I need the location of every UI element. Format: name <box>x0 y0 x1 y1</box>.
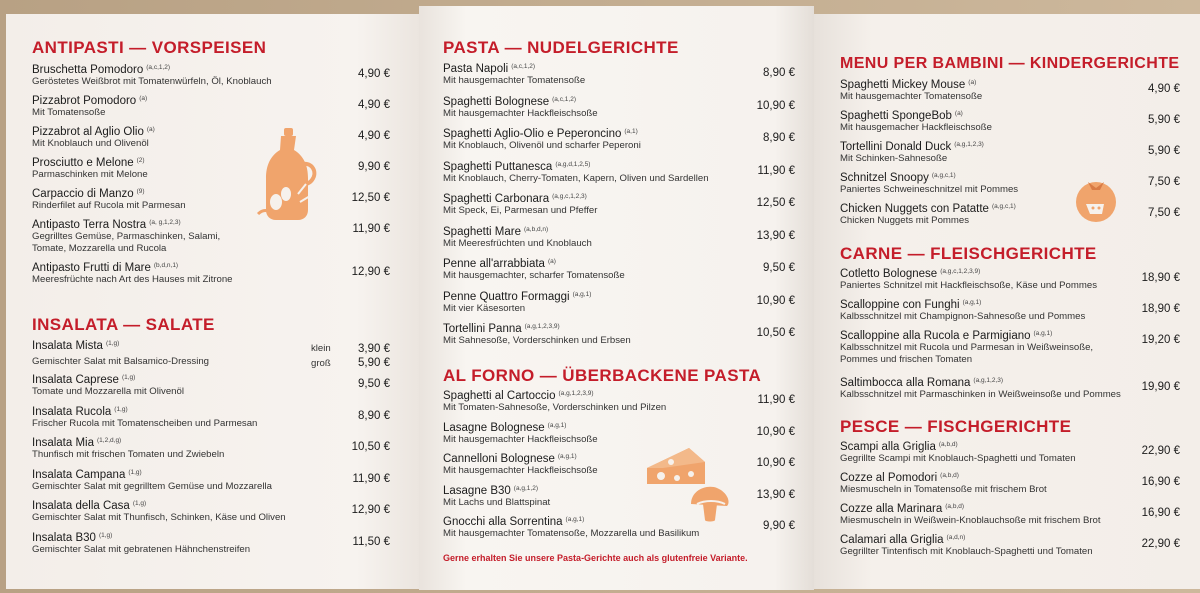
item-description: Mit Knoblauch, Cherry-Tomaten, Kapern, Oliven und Sardellen <box>443 172 709 184</box>
allergen-codes: (a,b,d) <box>945 503 965 510</box>
allergen-codes: (a) <box>146 126 155 133</box>
menu-item <box>32 95 390 119</box>
menu-item <box>443 128 795 152</box>
item-price: 19,20 € <box>1141 334 1180 346</box>
item-price: 13,90 € <box>756 229 795 242</box>
section-title: PESCE — FISCHGERICHTE <box>840 417 1072 436</box>
item-name: Penne all'arrabbiata $^{(a)}$ <box>443 258 556 270</box>
item-description: Gemischter Salat mit gebratenen Hähnchenstreifen <box>32 543 251 555</box>
bambini-section <box>840 55 1190 73</box>
allergen-codes: (1,g) <box>121 374 136 381</box>
item-name: Spaghetti SpongeBob $^{(a)}$ <box>840 110 963 122</box>
menu-item <box>443 485 795 509</box>
item-description: Mit Speck, Ei, Parmesan und Pfeffer <box>443 205 598 216</box>
menu-item <box>32 406 390 430</box>
item-price: 3,90 € <box>358 343 390 355</box>
menu-item <box>840 110 1180 134</box>
allergen-codes: (a,c,1,2) <box>511 63 536 70</box>
allergen-codes: (a) <box>968 79 977 86</box>
glutenfree-note: Gerne erhalten Sie unsere Pasta-Gerichte auch als glutenfreie Variante. <box>443 553 748 563</box>
allergen-codes: (a,g,1) <box>1033 330 1053 337</box>
allergen-codes: (1,g) <box>114 405 128 413</box>
menu-item <box>32 126 390 150</box>
allergen-codes: (a) <box>547 258 556 265</box>
item-description: Meeresfrüchte nach Art des Hauses mit Zitrone <box>32 274 233 285</box>
alforno-section <box>443 366 803 386</box>
item-description: Gemischter Salat mit Thunfisch, Schinken, Käse und Oliven <box>32 512 286 523</box>
allergen-codes: (a,g,d,1,2,5) <box>555 160 591 168</box>
item-description: Gegrillte Scampi mit Knoblauch-Spaghetti und Tomaten <box>840 453 1076 464</box>
insalata-mista <box>32 340 390 378</box>
item-name: Lasagne Bolognese $^{(a,g,1)}$ <box>443 421 567 434</box>
item-name: Gnocchi alla Sorrentina $^{(a,g,1)}$ <box>443 516 585 528</box>
item-description: Miesmuscheln in Weißwein-Knoblauchsoße mit frischem Brot <box>840 515 1101 526</box>
pasta-list <box>443 63 795 363</box>
item-name: Insalata Caprese $^{(1,g)}$ <box>32 374 136 386</box>
menu-item <box>840 141 1180 165</box>
menu-item <box>32 374 390 398</box>
allergen-codes: (a,g,1,2,3) <box>973 377 1004 384</box>
item-name: Penne Quattro Formaggi $^{(a,g,1)}$ <box>443 290 592 303</box>
size-label: klein <box>311 343 331 354</box>
allergen-codes: (1,g) <box>128 468 142 476</box>
item-name: Spaghetti Mickey Mouse $^{(a)}$ <box>840 79 977 91</box>
item-description: Gegrilltes Gemüse, Parmaschinken, Salami, <box>32 231 221 242</box>
item-name: Carpaccio di Manzo $^{(9)}$ <box>32 188 145 200</box>
olive-oil-bottle-icon <box>254 124 334 224</box>
item-price: 22,90 € <box>1141 538 1180 550</box>
antipasti-section <box>32 38 392 58</box>
allergen-codes: (a,c,1,2) <box>146 64 171 71</box>
menu-item <box>840 268 1180 292</box>
menu-item <box>32 262 390 286</box>
item-price: 10,90 € <box>756 99 795 112</box>
allergen-codes: (a,g,1) <box>565 516 585 523</box>
item-description: Mit Meeresfrüchten und Knoblauch <box>443 237 592 249</box>
item-name: Insalata Mista $^{(1,g)}$ <box>32 340 120 352</box>
menu-item <box>443 226 795 250</box>
allergen-codes: (a,1) <box>624 128 638 135</box>
menu-item <box>840 377 1180 401</box>
item-price: 4,90 € <box>358 99 390 111</box>
allergen-codes: (a,g,1) <box>572 290 592 298</box>
item-description: Mit vier Käsesorten <box>443 302 526 314</box>
item-name: Scampi alla Griglia $^{(a,b,d)}$ <box>840 441 958 453</box>
item-description: Mit Schinken-Sahnesoße <box>840 153 948 164</box>
allergen-codes: (1,g) <box>132 500 147 507</box>
item-description: Tomate und Mozzarella mit Olivenöl <box>32 386 184 397</box>
item-price: 4,90 € <box>1148 83 1180 95</box>
item-name: Insalata della Casa $^{(1,g)}$ <box>32 500 147 512</box>
menu-item <box>443 516 795 540</box>
item-price: 10,90 € <box>756 294 795 307</box>
item-name: Cannelloni Bolognese $^{(a,g,1)}$ <box>443 453 577 465</box>
carne-section <box>840 244 1190 264</box>
item-description: Mit hausgemachter Tomatensoße <box>443 75 586 86</box>
item-description: Gemischter Salat mit gegrilltem Gemüse und Mozzarella <box>32 480 272 492</box>
allergen-codes: (2) <box>136 157 145 164</box>
menu-item <box>443 390 795 414</box>
item-price: 5,90 € <box>358 357 390 369</box>
item-description: Chicken Nuggets mit Pommes <box>840 215 970 226</box>
item-name: Spaghetti al Cartoccio $^{(a,g,1,2,3,9)}$ <box>443 390 594 402</box>
item-description: Mit Sahnesoße, Vorderschinken und Erbsen <box>443 335 631 346</box>
item-price: 7,50 € <box>1148 207 1180 219</box>
item-price: 5,90 € <box>1148 145 1180 157</box>
item-price: 8,90 € <box>763 67 795 79</box>
menu-item <box>32 219 390 255</box>
menu-item <box>443 96 795 120</box>
item-name: Spaghetti Carbonara $^{(a,g,c,1,2,3)}$ <box>443 193 587 205</box>
section-title: INSALATA — SALATE <box>32 315 215 334</box>
alforno-list <box>443 390 795 550</box>
size-label: groß <box>311 358 331 369</box>
tomato-icon <box>1072 174 1120 226</box>
item-name: Spaghetti Puttanesca $^{(a,g,d,1,2,5)}$ <box>443 160 591 173</box>
menu-item <box>32 469 390 493</box>
menu-item <box>840 203 1180 227</box>
mushroom-icon <box>687 482 733 524</box>
menu-item <box>840 299 1180 323</box>
item-name: Tortellini Panna $^{(a,g,1,2,3,9)}$ <box>443 323 560 335</box>
item-description: Mit hausgemachter, scharfer Tomatensoße <box>443 270 625 281</box>
item-price: 12,90 € <box>351 266 390 278</box>
menu-item <box>443 63 795 87</box>
item-name: Insalata Campana $^{(1,g)}$ <box>32 468 142 481</box>
item-price: 9,50 € <box>763 262 795 274</box>
item-price: 13,90 € <box>756 488 795 501</box>
item-price: 9,90 € <box>358 161 390 173</box>
section-title: MENU PER BAMBINI — KINDERGERICHTE <box>840 55 1180 72</box>
item-name: Schnitzel Snoopy $^{(a,g,c,1)}$ <box>840 172 956 184</box>
allergen-codes: (a,g,1) <box>557 453 577 460</box>
item-price: 5,90 € <box>1148 114 1180 126</box>
pesce-section <box>840 417 1190 437</box>
allergen-codes: (a,d,n) <box>946 534 966 541</box>
item-description: Paniertes Schnitzel mit Hackfleischsoße, Käse und Pommes <box>840 280 1098 291</box>
item-name: Cozze al Pomodori $^{(a,b,d)}$ <box>840 472 959 484</box>
item-price: 8,90 € <box>358 409 390 422</box>
item-description: Rinderfilet auf Rucola mit Parmesan <box>32 200 186 211</box>
section-title: ANTIPASTI — VORSPEISEN <box>32 38 267 57</box>
item-name: Pasta Napoli $^{(a,c,1,2)}$ <box>443 63 536 75</box>
item-price: 11,90 € <box>352 223 390 235</box>
menu-item <box>32 157 390 181</box>
item-description: Mit Knoblauch, Olivenöl und scharfer Peperoni <box>443 140 641 151</box>
allergen-codes: (b,d,n,1) <box>153 262 179 269</box>
allergen-codes: (a,b,d) <box>938 441 958 448</box>
section-title: AL FORNO — ÜBERBACKENE PASTA <box>443 366 762 385</box>
allergen-codes: (a) <box>139 95 148 102</box>
item-price: 10,90 € <box>756 457 795 469</box>
menu-item <box>840 441 1180 465</box>
menu-item <box>840 472 1180 496</box>
item-price: 9,90 € <box>763 520 795 532</box>
allergen-codes: (a,g,c,1,2,3) <box>552 193 587 200</box>
menu-item <box>32 64 390 88</box>
menu-item <box>443 453 795 477</box>
item-price: 4,90 € <box>358 68 390 80</box>
menu-item <box>840 503 1180 527</box>
pasta-section <box>443 38 803 58</box>
item-name: Antipasto Frutti di Mare $^{(b,d,n,1)}$ <box>32 262 179 274</box>
allergen-codes: (a,g,1,2) <box>513 484 539 492</box>
item-description: Mit Tomatensoße <box>32 107 106 118</box>
item-description: Mit hausgemacher Hackfleischsoße <box>840 122 992 133</box>
menu-item <box>443 291 795 315</box>
item-name: Insalata Mia $^{(1,2,d,g)}$ <box>32 437 122 449</box>
allergen-codes: (a,b,d) <box>940 472 959 479</box>
menu-item <box>443 193 795 217</box>
item-price: 16,90 € <box>1141 507 1180 519</box>
allergen-codes: (1,g) <box>98 531 113 539</box>
item-price: 11,50 € <box>352 535 390 548</box>
insalata-section <box>32 315 392 335</box>
bambini-list <box>840 79 1180 239</box>
item-name: Spaghetti Mare $^{(a,b,d,n)}$ <box>443 225 549 238</box>
item-description: Kalbsschnitzel mit Champignon-Sahnesoße und Pommes <box>840 311 1086 322</box>
item-description: Gegrillter Tintenfisch mit Knoblauch-Spaghetti und Tomaten <box>840 546 1093 557</box>
item-name: Tortellini Donald Duck $^{(a,g,1,2,3)}$ <box>840 141 984 153</box>
item-price: 7,50 € <box>1148 176 1180 188</box>
item-name: Lasagne B30 $^{(a,g,1,2)}$ <box>443 484 539 497</box>
item-price: 22,90 € <box>1141 445 1180 457</box>
item-name: Antipasto Terra Nostra $^{(a, g,1,2,3)}$ <box>32 219 181 231</box>
item-description: Mit hausgemachter Tomatensoße, Mozzarella und Basilikum <box>443 528 700 539</box>
menu-item <box>443 161 795 185</box>
item-description: Mit hausgemachter Hackfleischsoße <box>443 107 598 119</box>
menu-item <box>443 323 795 347</box>
item-price: 16,90 € <box>1141 476 1180 488</box>
menu-item <box>443 422 795 446</box>
allergen-codes: (a,g,1) <box>962 299 982 306</box>
item-name: Calamari alla Griglia $^{(a,d,n)}$ <box>840 534 966 546</box>
item-name: Prosciutto e Melone $^{(2)}$ <box>32 157 145 169</box>
item-price: 12,50 € <box>351 192 390 204</box>
item-description: Pommes und frischen Tomaten <box>840 354 973 365</box>
menu-item <box>840 330 1180 366</box>
item-description: Paniertes Schweineschnitzel mit Pommes <box>840 184 1019 195</box>
item-name: Cotletto Bolognese $^{(a,g,c,1,2,3,9)}$ <box>840 268 981 280</box>
allergen-codes: (a,c,1,2) <box>552 95 576 103</box>
menu-item <box>32 532 390 556</box>
item-price: 11,90 € <box>757 164 795 177</box>
item-price: 9,50 € <box>358 378 390 390</box>
item-name: Scalloppine con Funghi $^{(a,g,1)}$ <box>840 299 982 311</box>
item-description: Mit Lachs und Blattspinat <box>443 496 551 508</box>
allergen-codes: (a,g,1,2,3,9) <box>558 390 594 397</box>
menu-item <box>32 188 390 212</box>
item-price: 12,50 € <box>756 197 795 209</box>
allergen-codes: (a) <box>954 110 963 117</box>
item-name: Spaghetti Bolognese $^{(a,c,1,2)}$ <box>443 95 576 108</box>
allergen-codes: (a,b,d,n) <box>524 225 549 233</box>
allergen-codes: (a,g,1,2,3,9) <box>524 323 560 330</box>
menu-item <box>443 258 795 282</box>
item-name: Cozze alla Marinara $^{(a,b,d)}$ <box>840 503 965 515</box>
item-price: 18,90 € <box>1141 303 1180 315</box>
menu-item <box>840 172 1180 196</box>
right-panel <box>814 14 1200 589</box>
item-description: Mit Tomaten-Sahnesoße, Vorderschinken und Pilzen <box>443 402 667 413</box>
item-price: 18,90 € <box>1141 272 1180 284</box>
item-description: Tomate, Mozzarella und Rucola <box>32 243 167 254</box>
item-description: Mit hausgemachter Hackfleischsoße <box>443 465 598 476</box>
item-price: 19,90 € <box>1141 381 1180 393</box>
allergen-codes: (a,g,1,2,3) <box>954 141 984 148</box>
item-price: 11,90 € <box>352 472 390 485</box>
section-title: PASTA — NUDELGERICHTE <box>443 38 679 57</box>
item-price: 10,50 € <box>351 441 390 453</box>
allergen-codes: (1,2,d,g) <box>97 437 122 444</box>
item-name: Pizzabrot Pomodoro $^{(a)}$ <box>32 95 148 107</box>
allergen-codes: (a,g,1) <box>547 421 567 429</box>
middle-panel <box>419 6 814 590</box>
carne-list <box>840 268 1180 418</box>
menu-item <box>32 500 390 524</box>
item-name: Spaghetti Aglio-Olio e Peperoncino $^{(a,1)}$ <box>443 128 638 140</box>
item-description: Mit hausgemachter Tomatensoße <box>840 91 983 102</box>
left-panel <box>6 14 419 589</box>
item-description: Miesmuscheln in Tomatensoße mit frischem Brot <box>840 484 1047 495</box>
allergen-codes: (a, g,1,2,3) <box>149 219 181 226</box>
item-description: Mit hausgemachter Hackfleischsoße <box>443 433 598 445</box>
antipasti-list <box>32 64 390 314</box>
item-price: 12,90 € <box>351 504 390 516</box>
item-price: 11,90 € <box>757 394 795 406</box>
item-description: Kalbsschnitzel mit Rucola und Parmesan in Weißweinsoße, <box>840 342 1094 353</box>
item-name: Insalata B30 $^{(1,g)}$ <box>32 531 113 544</box>
pesce-list <box>840 441 1180 581</box>
allergen-codes: (9) <box>136 188 145 195</box>
item-description: Geröstetes Weißbrot mit Tomatenwürfeln, Öl, Knoblauch <box>32 76 272 87</box>
item-price: 10,50 € <box>756 327 795 339</box>
item-price: 4,90 € <box>358 130 390 142</box>
item-name: Saltimbocca alla Romana $^{(a,g,1,2,3)}$ <box>840 377 1004 389</box>
allergen-codes: (a,g,c,1) <box>991 203 1016 210</box>
item-name: Pizzabrot al Aglio Olio $^{(a)}$ <box>32 126 155 138</box>
item-description: Gemischter Salat mit Balsamico-Dressing <box>32 356 210 367</box>
menu-item <box>840 534 1180 558</box>
menu-item <box>32 437 390 461</box>
item-description: Frischer Rucola mit Tomatenscheiben und Parmesan <box>32 417 258 429</box>
item-name: Scalloppine alla Rucola e Parmigiano $^{(a,g,1)}$ <box>840 330 1053 342</box>
item-name: Insalata Rucola $^{(1,g)}$ <box>32 405 128 418</box>
section-title: CARNE — FLEISCHGERICHTE <box>840 244 1097 263</box>
menu-item <box>840 79 1180 103</box>
insalata-list <box>32 374 390 574</box>
item-description: Mit Knoblauch und Olivenöl <box>32 138 149 149</box>
item-description: Thunfisch mit frischen Tomaten und Zwiebeln <box>32 449 225 460</box>
item-description: Parmaschinken mit Melone <box>32 169 148 180</box>
item-price: 8,90 € <box>763 132 795 144</box>
allergen-codes: (a,g,c,1,2,3,9) <box>940 268 981 275</box>
item-name: Chicken Nuggets con Patatte $^{(a,g,c,1)}$ <box>840 203 1016 215</box>
allergen-codes: (a,g,c,1) <box>931 172 956 179</box>
item-name: Bruschetta Pomodoro $^{(a,c,1,2)}$ <box>32 64 171 76</box>
item-price: 10,90 € <box>756 425 795 438</box>
item-description: Kalbsschnitzel mit Parmaschinken in Weißweinsoße und Pommes <box>840 389 1121 400</box>
